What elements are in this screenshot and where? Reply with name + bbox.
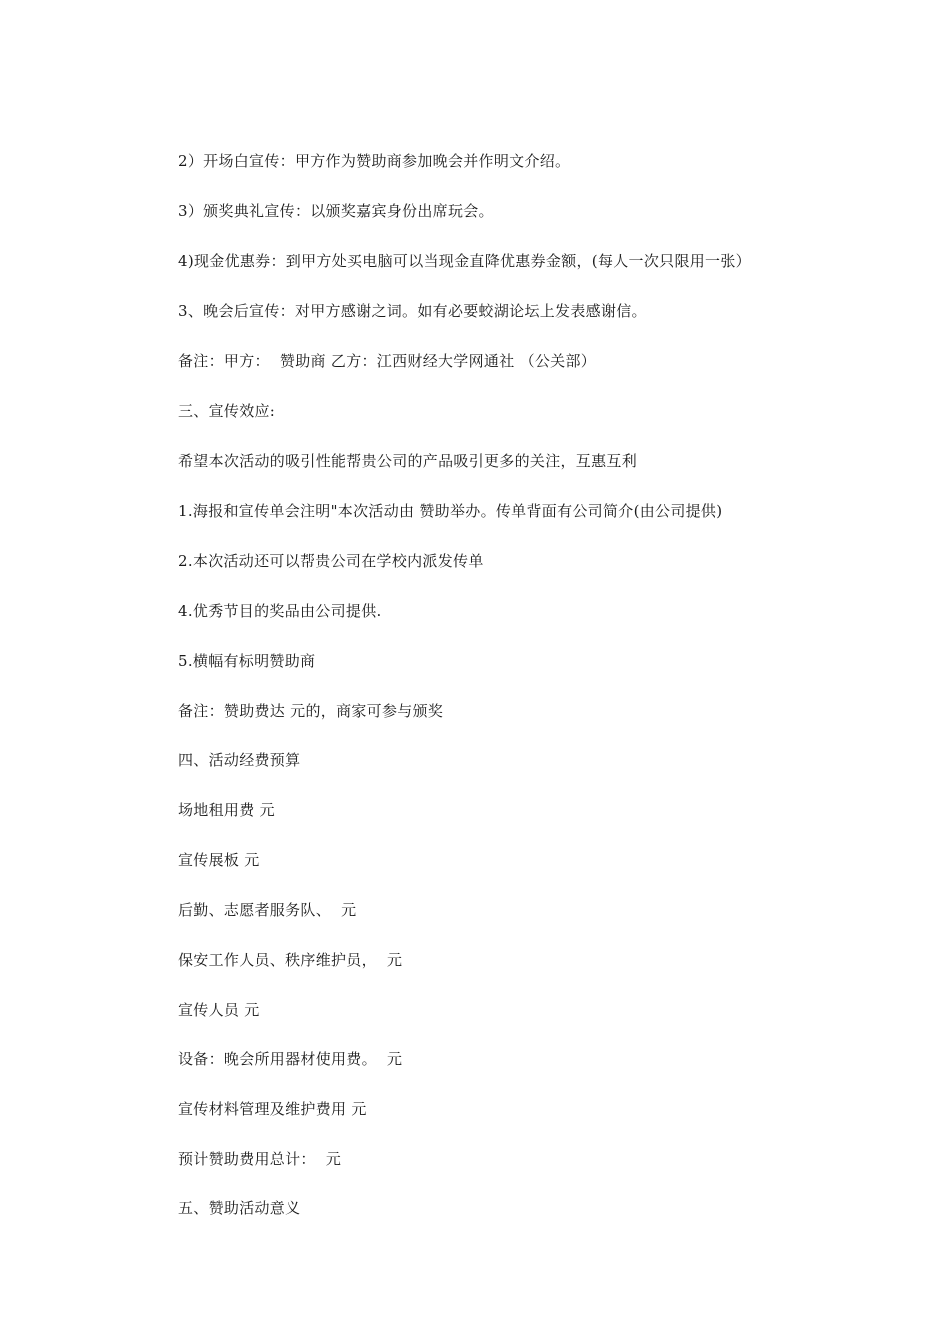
budget-item: 宣传人员 元 [178,1001,260,1019]
text-line: 5.横幅有标明赞助商 [178,652,316,670]
budget-total: 预计赞助费用总计： 元 [178,1150,342,1168]
text-line: 备注：甲方： 赞助商 乙方：江西财经大学网通社 （公关部） [178,352,597,370]
budget-item: 宣传材料管理及维护费用 元 [178,1100,367,1118]
text-line: 2）开场白宣传：甲方作为赞助商参加晚会并作明文介绍。 [178,152,571,170]
text-line: 3、晚会后宣传：对甲方感谢之词。如有必要蛟湖论坛上发表感谢信。 [178,302,647,320]
text-line: 3）颁奖典礼宣传：以颁奖嘉宾身份出席玩会。 [178,202,494,220]
text-line: 4)现金优惠券：到甲方处买电脑可以当现金直降优惠券金额，(每人一次只限用一张） [178,252,751,270]
budget-item: 场地租用费 元 [178,801,275,819]
budget-item: 设备：晚会所用器材使用费。 元 [178,1050,403,1068]
text-line: 4.优秀节目的奖品由公司提供. [178,602,382,620]
section-heading: 五、赞助活动意义 [178,1199,301,1217]
section-heading: 三、宣传效应: [178,402,276,420]
budget-item: 后勤、志愿者服务队、 元 [178,901,357,919]
text-line: 2.本次活动还可以帮贵公司在学校内派发传单 [178,552,484,570]
section-heading: 四、活动经费预算 [178,751,301,769]
text-line: 1.海报和宣传单会注明"本次活动由 赞助举办。传单背面有公司简介(由公司提供) [178,502,723,520]
budget-item: 宣传展板 元 [178,851,260,869]
text-line: 希望本次活动的吸引性能帮贵公司的产品吸引更多的关注，互惠互利 [178,452,638,470]
budget-item: 保安工作人员、秩序维护员， 元 [178,951,403,969]
text-line: 备注：赞助费达 元的，商家可参与颁奖 [178,702,444,720]
